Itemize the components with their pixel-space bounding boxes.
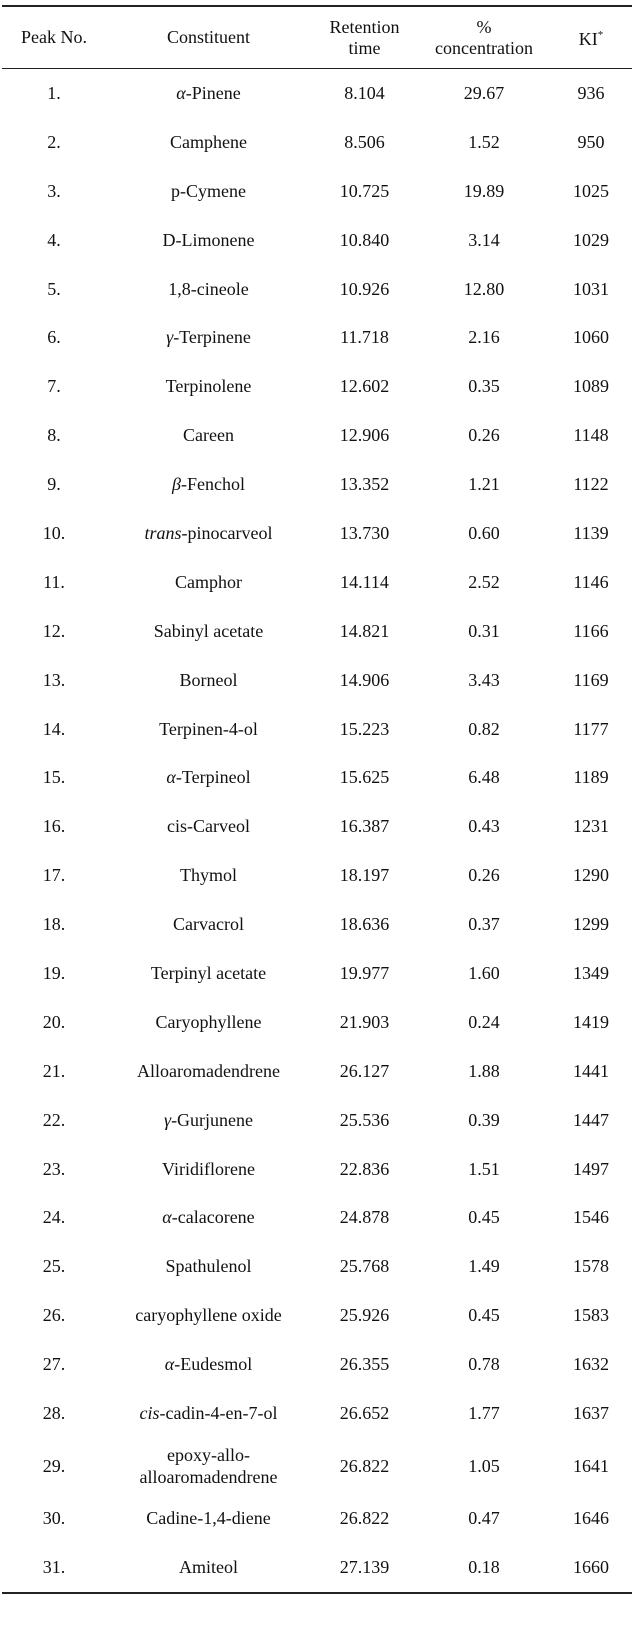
peak-no-cell: 31. xyxy=(42,1556,66,1577)
ki-cell: 1349 xyxy=(573,962,609,983)
header-conc-line1: % xyxy=(476,16,492,37)
ki-cell: 1447 xyxy=(573,1109,609,1130)
constituent-name: Camphor xyxy=(175,571,242,592)
peak-no-cell: 24. xyxy=(42,1207,66,1228)
concentration-cell: 1.49 xyxy=(468,1256,500,1277)
ki-cell: 1637 xyxy=(573,1402,609,1423)
table-row xyxy=(2,167,632,216)
constituent-cell xyxy=(106,802,311,851)
peak-no-cell: 23. xyxy=(42,1158,66,1179)
constituent-name: caryophyllene oxide xyxy=(135,1305,282,1326)
ki-cell: 1646 xyxy=(573,1507,609,1528)
constituent-prefix-italic: α xyxy=(162,1207,172,1228)
concentration-cell: 1.51 xyxy=(468,1158,500,1179)
concentration-cell: 3.14 xyxy=(468,229,500,250)
constituent-name: D-Limonene xyxy=(162,229,255,250)
retention-time-cell: 26.822 xyxy=(339,1455,390,1476)
constituent-line1: epoxy-allo- xyxy=(167,1444,250,1465)
retention-time-cell: 18.197 xyxy=(339,865,390,886)
constituent-cell xyxy=(106,509,311,558)
constituent-name: Amiteol xyxy=(179,1556,238,1577)
retention-time-cell: 26.127 xyxy=(339,1060,390,1081)
ki-cell: 1146 xyxy=(573,571,609,592)
constituent-cell xyxy=(106,411,311,460)
constituent-cell xyxy=(106,705,311,754)
constituent-name: Camphene xyxy=(170,131,247,152)
peak-no-cell: 16. xyxy=(42,816,66,837)
ki-cell: 1031 xyxy=(573,278,609,299)
concentration-cell: 0.31 xyxy=(468,620,500,641)
concentration-cell: 3.43 xyxy=(468,669,500,690)
concentration-cell: 0.18 xyxy=(468,1556,500,1577)
ki-cell: 936 xyxy=(577,82,605,103)
peak-no-cell: 2. xyxy=(47,131,61,152)
ki-cell: 1169 xyxy=(573,669,609,690)
retention-time-cell: 25.926 xyxy=(339,1305,390,1326)
constituent-cell xyxy=(106,607,311,656)
ki-cell: 1089 xyxy=(573,376,609,397)
header-concentration xyxy=(418,6,550,69)
concentration-cell: 19.89 xyxy=(463,180,505,201)
retention-time-cell: 24.878 xyxy=(339,1207,390,1228)
peak-no-cell: 22. xyxy=(42,1109,66,1130)
retention-time-cell: 13.352 xyxy=(339,474,390,495)
concentration-cell: 6.48 xyxy=(468,767,500,788)
table-row xyxy=(2,1242,632,1291)
constituent-cell xyxy=(106,753,311,802)
retention-time-cell: 14.114 xyxy=(340,571,389,592)
peak-no-cell: 1. xyxy=(47,82,61,103)
retention-time-cell: 12.906 xyxy=(339,425,390,446)
peak-no-cell: 7. xyxy=(47,376,61,397)
retention-time-cell: 18.636 xyxy=(339,914,390,935)
peak-no-cell: 20. xyxy=(42,1011,66,1032)
table-row xyxy=(2,1047,632,1096)
table-row xyxy=(2,1096,632,1145)
concentration-cell: 0.45 xyxy=(468,1305,500,1326)
constituent-name: Terpinolene xyxy=(165,376,252,397)
table-row xyxy=(2,313,632,362)
table-row xyxy=(2,265,632,314)
retention-time-cell: 10.926 xyxy=(339,278,390,299)
table-row xyxy=(2,1543,632,1593)
constituent-name: Thymol xyxy=(180,865,237,886)
peak-no-cell: 4. xyxy=(47,229,61,250)
header-ki-text: KI xyxy=(578,29,598,49)
constituent-cell xyxy=(106,1145,311,1194)
peak-no-cell: 3. xyxy=(47,180,61,201)
constituents-table xyxy=(2,5,632,1594)
table-row xyxy=(2,1438,632,1494)
constituent-cell xyxy=(106,265,311,314)
constituent-cell xyxy=(106,1494,311,1543)
constituent-cell xyxy=(106,1242,311,1291)
peak-no-cell: 21. xyxy=(42,1060,66,1081)
retention-time-cell: 26.652 xyxy=(339,1402,390,1423)
constituent-name: Viridiflorene xyxy=(162,1158,255,1179)
table-row xyxy=(2,949,632,998)
table-row xyxy=(2,1340,632,1389)
concentration-cell: 0.45 xyxy=(468,1207,500,1228)
ki-cell: 1497 xyxy=(573,1158,609,1179)
constituent-cell xyxy=(106,69,311,118)
concentration-cell: 1.60 xyxy=(468,962,500,983)
concentration-cell: 0.82 xyxy=(468,718,500,739)
constituent-name: Terpinen-4-ol xyxy=(159,718,258,739)
constituent-name: -calacorene xyxy=(171,1207,255,1228)
header-row xyxy=(2,6,632,69)
constituent-prefix-italic: α xyxy=(164,1354,175,1375)
constituent-name: Terpinyl acetate xyxy=(150,962,267,983)
ki-cell: 1139 xyxy=(573,522,609,543)
table-row xyxy=(2,705,632,754)
header-conc-line2: concentration xyxy=(435,37,533,58)
concentration-cell: 0.60 xyxy=(468,522,500,543)
peak-no-cell: 18. xyxy=(42,914,66,935)
peak-no-cell: 27. xyxy=(42,1354,66,1375)
constituent-cell xyxy=(106,1096,311,1145)
retention-time-cell: 25.536 xyxy=(339,1109,390,1130)
retention-time-cell: 12.602 xyxy=(339,376,390,397)
retention-time-cell: 26.822 xyxy=(339,1507,390,1528)
ki-cell: 1122 xyxy=(573,474,609,495)
ki-cell: 1231 xyxy=(573,816,609,837)
ki-cell: 950 xyxy=(577,131,605,152)
constituent-line2: alloaromadendrene xyxy=(139,1466,278,1487)
concentration-cell: 29.67 xyxy=(463,82,505,103)
table-row xyxy=(2,460,632,509)
peak-no-cell: 19. xyxy=(42,962,66,983)
table-row xyxy=(2,1389,632,1438)
constituent-prefix-italic: β xyxy=(172,474,181,495)
constituent-cell xyxy=(106,558,311,607)
ki-cell: 1641 xyxy=(573,1455,609,1476)
table-row xyxy=(2,216,632,265)
concentration-cell: 0.78 xyxy=(468,1354,500,1375)
retention-time-cell: 15.223 xyxy=(339,718,390,739)
constituent-name: p-Cymene xyxy=(171,180,246,201)
table-row xyxy=(2,607,632,656)
table-row xyxy=(2,998,632,1047)
ki-cell: 1148 xyxy=(573,425,609,446)
concentration-cell: 1.52 xyxy=(468,131,500,152)
constituent-cell xyxy=(106,1389,311,1438)
concentration-cell: 0.26 xyxy=(468,425,500,446)
ki-cell: 1546 xyxy=(573,1207,609,1228)
ki-cell: 1177 xyxy=(573,718,609,739)
retention-time-cell: 27.139 xyxy=(339,1556,390,1577)
retention-time-cell: 16.387 xyxy=(339,816,390,837)
ki-cell: 1660 xyxy=(573,1556,609,1577)
concentration-cell: 1.21 xyxy=(468,474,500,495)
ki-cell: 1029 xyxy=(573,229,609,250)
retention-time-cell: 10.725 xyxy=(339,180,390,201)
constituent-name: 1,8-cineole xyxy=(168,278,249,299)
header-retention-line1: Retention xyxy=(329,16,400,37)
retention-time-cell: 14.821 xyxy=(339,620,390,641)
table-row xyxy=(2,558,632,607)
peak-no-cell: 28. xyxy=(42,1402,66,1423)
constituent-prefix-italic: cis xyxy=(139,1402,160,1423)
ki-cell: 1060 xyxy=(573,327,609,348)
table-row xyxy=(2,69,632,118)
table-row xyxy=(2,753,632,802)
constituent-cell xyxy=(106,998,311,1047)
peak-no-cell: 9. xyxy=(47,474,61,495)
peak-no-cell: 11. xyxy=(43,571,65,592)
constituent-cell xyxy=(106,656,311,705)
constituent-name: -Terpineol xyxy=(175,767,251,788)
concentration-cell: 2.16 xyxy=(468,327,500,348)
ki-cell: 1578 xyxy=(573,1256,609,1277)
ki-cell: 1632 xyxy=(573,1354,609,1375)
constituent-name: Sabinyl acetate xyxy=(153,620,264,641)
concentration-cell: 12.80 xyxy=(463,278,505,299)
peak-no-cell: 10. xyxy=(42,522,66,543)
header-ki-asterisk: * xyxy=(597,29,604,41)
constituent-name: -Eudesmol xyxy=(174,1354,253,1375)
constituent-prefix-italic: γ xyxy=(166,327,174,348)
table-row xyxy=(2,656,632,705)
peak-no-cell: 5. xyxy=(47,278,61,299)
constituent-name: -Gurjunene xyxy=(171,1109,254,1130)
peak-no-cell: 6. xyxy=(47,327,61,348)
constituent-prefix-italic: α xyxy=(176,82,186,103)
peak-no-cell: 25. xyxy=(42,1256,66,1277)
ki-cell: 1583 xyxy=(573,1305,609,1326)
constituent-cell xyxy=(106,118,311,167)
header-retention-line2: time xyxy=(348,37,381,58)
retention-time-cell: 15.625 xyxy=(339,767,390,788)
constituent-cell xyxy=(106,313,311,362)
peak-no-cell: 8. xyxy=(47,425,61,446)
table-row xyxy=(2,509,632,558)
concentration-cell: 1.77 xyxy=(468,1402,500,1423)
constituent-cell xyxy=(106,949,311,998)
retention-time-cell: 22.836 xyxy=(339,1158,390,1179)
constituent-name: Spathulenol xyxy=(165,1256,252,1277)
constituent-name: -cadin-4-en-7-ol xyxy=(159,1402,278,1423)
retention-time-cell: 13.730 xyxy=(339,522,390,543)
concentration-cell: 0.26 xyxy=(468,865,500,886)
table-row xyxy=(2,851,632,900)
constituent-prefix-italic: trans xyxy=(144,522,182,543)
ki-cell: 1166 xyxy=(573,620,609,641)
ki-cell: 1441 xyxy=(573,1060,609,1081)
concentration-cell: 0.47 xyxy=(468,1507,500,1528)
ki-cell: 1290 xyxy=(573,865,609,886)
retention-time-cell: 8.506 xyxy=(344,131,385,152)
constituent-name: -pinocarveol xyxy=(181,522,273,543)
constituent-cell xyxy=(106,1047,311,1096)
peak-no-cell: 29. xyxy=(42,1455,66,1476)
concentration-cell: 0.35 xyxy=(468,376,500,397)
peak-no-cell: 13. xyxy=(42,669,66,690)
constituent-cell xyxy=(106,460,311,509)
header-ki xyxy=(550,6,632,69)
table-row xyxy=(2,802,632,851)
table-row xyxy=(2,118,632,167)
peak-no-cell: 26. xyxy=(42,1305,66,1326)
table-row xyxy=(2,1494,632,1543)
constituent-name: -Fenchol xyxy=(180,474,245,495)
retention-time-cell: 25.768 xyxy=(339,1256,390,1277)
constituent-cell xyxy=(106,1543,311,1593)
constituent-name: Borneol xyxy=(179,669,238,690)
constituent-cell xyxy=(106,1340,311,1389)
concentration-cell: 2.52 xyxy=(468,571,500,592)
constituent-prefix-italic: γ xyxy=(163,1109,172,1130)
constituent-name: Alloaromadendrene xyxy=(137,1060,280,1081)
constituent-name: Caryophyllene xyxy=(155,1011,262,1032)
constituent-cell xyxy=(106,851,311,900)
header-ki-label xyxy=(579,29,604,49)
header-constituent: Constituent xyxy=(106,6,311,69)
header-peak-no: Peak No. xyxy=(2,6,106,69)
peak-no-cell: 17. xyxy=(42,865,66,886)
ki-cell: 1299 xyxy=(573,914,609,935)
concentration-cell: 0.37 xyxy=(468,914,500,935)
peak-no-cell: 30. xyxy=(42,1507,66,1528)
constituent-prefix-italic: α xyxy=(166,767,176,788)
constituent-cell xyxy=(106,1438,311,1494)
ki-cell: 1419 xyxy=(573,1011,609,1032)
table-row xyxy=(2,411,632,460)
retention-time-cell: 26.355 xyxy=(339,1354,390,1375)
concentration-cell: 0.39 xyxy=(468,1109,500,1130)
ki-cell: 1025 xyxy=(573,180,609,201)
header-retention-time xyxy=(311,6,418,69)
retention-time-cell: 8.104 xyxy=(344,82,385,103)
constituent-cell xyxy=(106,900,311,949)
constituent-name: Carvacrol xyxy=(173,914,244,935)
constituent-name: -Pinene xyxy=(185,82,241,103)
constituent-cell xyxy=(106,1193,311,1242)
table-row xyxy=(2,362,632,411)
peak-no-cell: 14. xyxy=(42,718,66,739)
retention-time-cell: 14.906 xyxy=(339,669,390,690)
ki-cell: 1189 xyxy=(573,767,609,788)
concentration-cell: 1.05 xyxy=(468,1455,500,1476)
concentration-cell: 0.24 xyxy=(468,1011,500,1032)
constituent-cell xyxy=(106,216,311,265)
peak-no-cell: 15. xyxy=(42,767,66,788)
table-body xyxy=(2,69,632,1593)
constituent-cell xyxy=(106,362,311,411)
concentration-cell: 0.43 xyxy=(468,816,500,837)
table-row xyxy=(2,1145,632,1194)
table-row xyxy=(2,1193,632,1242)
constituent-name: -Terpinene xyxy=(173,327,251,348)
table-row xyxy=(2,1291,632,1340)
retention-time-cell: 11.718 xyxy=(340,327,389,348)
table-row xyxy=(2,900,632,949)
retention-time-cell: 10.840 xyxy=(339,229,390,250)
peak-no-cell: 12. xyxy=(42,620,66,641)
concentration-cell: 1.88 xyxy=(468,1060,500,1081)
constituent-name: Cadine-1,4-diene xyxy=(146,1507,271,1528)
constituent-name: cis-Carveol xyxy=(167,816,250,837)
retention-time-cell: 19.977 xyxy=(339,962,390,983)
constituent-cell xyxy=(106,167,311,216)
retention-time-cell: 21.903 xyxy=(339,1011,390,1032)
constituent-cell xyxy=(106,1291,311,1340)
constituent-name: Careen xyxy=(183,425,234,446)
table-header xyxy=(2,6,632,69)
